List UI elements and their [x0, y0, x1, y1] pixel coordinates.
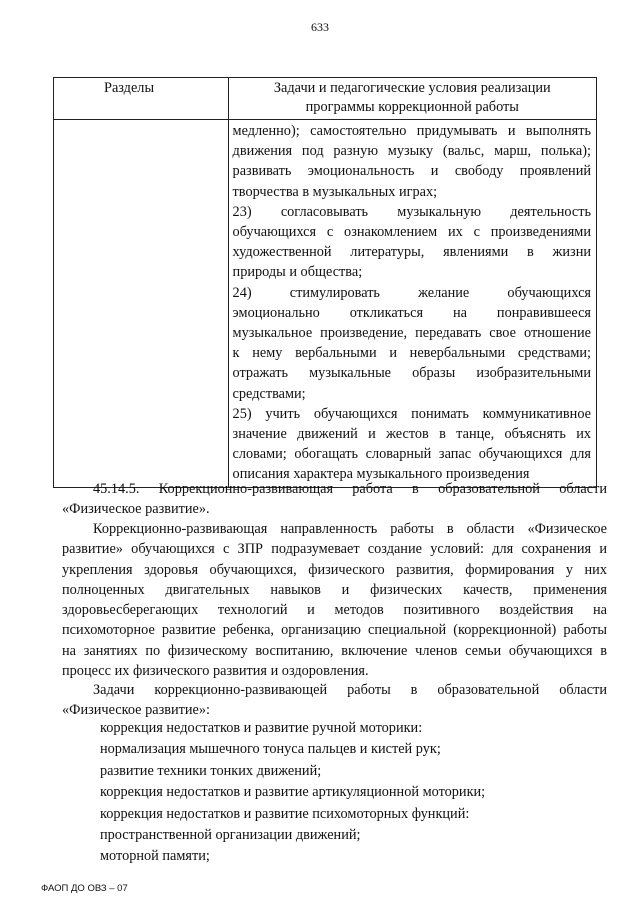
program-table	[53, 77, 597, 488]
cell-line: отражать музыкальные образы изобразительными	[232, 365, 591, 382]
header-tasks	[228, 78, 596, 120]
cell-line: 25) учить обучающихся понимать коммуникативное	[232, 405, 591, 422]
header-tasks-line-1: Задачи и педагогические условия реализации	[273, 80, 551, 96]
cell-line: 23) согласовывать музыкальную деятельность	[232, 203, 591, 220]
paragraph-line: развитие» обучающихся с ЗПР подразумевает создание условий: для сохранения и	[62, 541, 607, 558]
table-header-row	[54, 78, 597, 120]
paragraph-line: здоровьесберегающих технологий и методов позитивного воздействия на	[62, 602, 607, 619]
paragraph-line: «Физическое развитие»:	[62, 702, 211, 719]
cell-line: обучающихся с ознакомлением их с произведениями	[232, 224, 591, 241]
header-tasks-line-2: программы коррекционной работы	[305, 99, 519, 115]
list-item: коррекция недостатков и развитие ручной моторики:	[100, 720, 423, 736]
paragraph-direction	[62, 519, 607, 681]
table-row	[54, 120, 597, 488]
cell-line: средствами;	[232, 385, 306, 402]
sections-cell	[54, 120, 229, 488]
list-item: пространственной организации движений;	[100, 827, 361, 844]
paragraph-line: процесс их физического развития и оздоровления.	[62, 663, 369, 680]
cell-line: значение движений и жестов в танце, объяснять их	[232, 426, 591, 443]
list-item: нормализация мышечного тонуса пальцев и кистей рук;	[100, 741, 441, 758]
list-item: коррекция недостатков и развитие психомоторных функций:	[100, 805, 470, 822]
cell-line: медленно); самостоятельно придумывать и выполнять	[232, 123, 591, 139]
paragraph-line: на занятиях по физическому воспитанию, включение членов семьи обучающихся в	[62, 642, 607, 659]
paragraph-section-heading	[62, 479, 607, 520]
cell-line: к нему вербальными и невербальными средствами;	[232, 345, 591, 362]
cell-line: развивать эмоциональность и свободу проявлений	[232, 163, 591, 180]
list-item: развитие техники тонких движений;	[100, 762, 322, 779]
cell-line: движения под разную музыку (вальс, марш, полька);	[232, 143, 591, 160]
list-item: коррекция недостатков и развитие артикуляционной моторики;	[100, 784, 486, 801]
cell-line: творчества в музыкальных играх;	[232, 183, 438, 200]
cell-line: художественной литературы, явлениями в жизни	[232, 244, 591, 261]
paragraph-tasks-intro	[62, 680, 607, 721]
cell-line: 24) стимулировать желание обучающихся	[232, 284, 591, 301]
tasks-list	[100, 718, 485, 868]
paragraph-line: психомоторное развитие ребенка, организацию специальной (коррекционной) работы	[62, 622, 607, 639]
cell-line: описания характера музыкального произведения	[232, 466, 530, 483]
cell-line: словами; обогащать словарный запас обучающихся для	[232, 446, 591, 463]
footer-doc-code: ФАОП ДО ОВЗ – 07	[41, 883, 128, 894]
paragraph-line: полноценных двигательных навыков и физических качеств, применения	[62, 581, 607, 598]
cell-line: музыкальное произведение, передавать свое отношение	[232, 325, 591, 342]
tasks-cell	[228, 120, 596, 488]
list-item: моторной памяти;	[100, 848, 210, 865]
paragraph-line: 45.14.5. Коррекционно-развивающая работа в образовательной области	[93, 481, 607, 497]
paragraph-line: «Физическое развитие».	[62, 501, 210, 518]
paragraph-line: Коррекционно-развивающая направленность работы в области «Физическое	[93, 521, 607, 537]
page-number: 633	[311, 20, 329, 34]
header-sections: Разделы	[54, 78, 229, 120]
paragraph-line: укрепления здоровья обучающихся, физического развития, формирования у них	[62, 561, 607, 578]
paragraph-line: Задачи коррекционно-развивающей работы в образовательной области	[93, 682, 607, 698]
cell-line: природы и общества;	[232, 264, 363, 281]
cell-line: эмоционально откликаться на понравившееся	[232, 304, 591, 321]
